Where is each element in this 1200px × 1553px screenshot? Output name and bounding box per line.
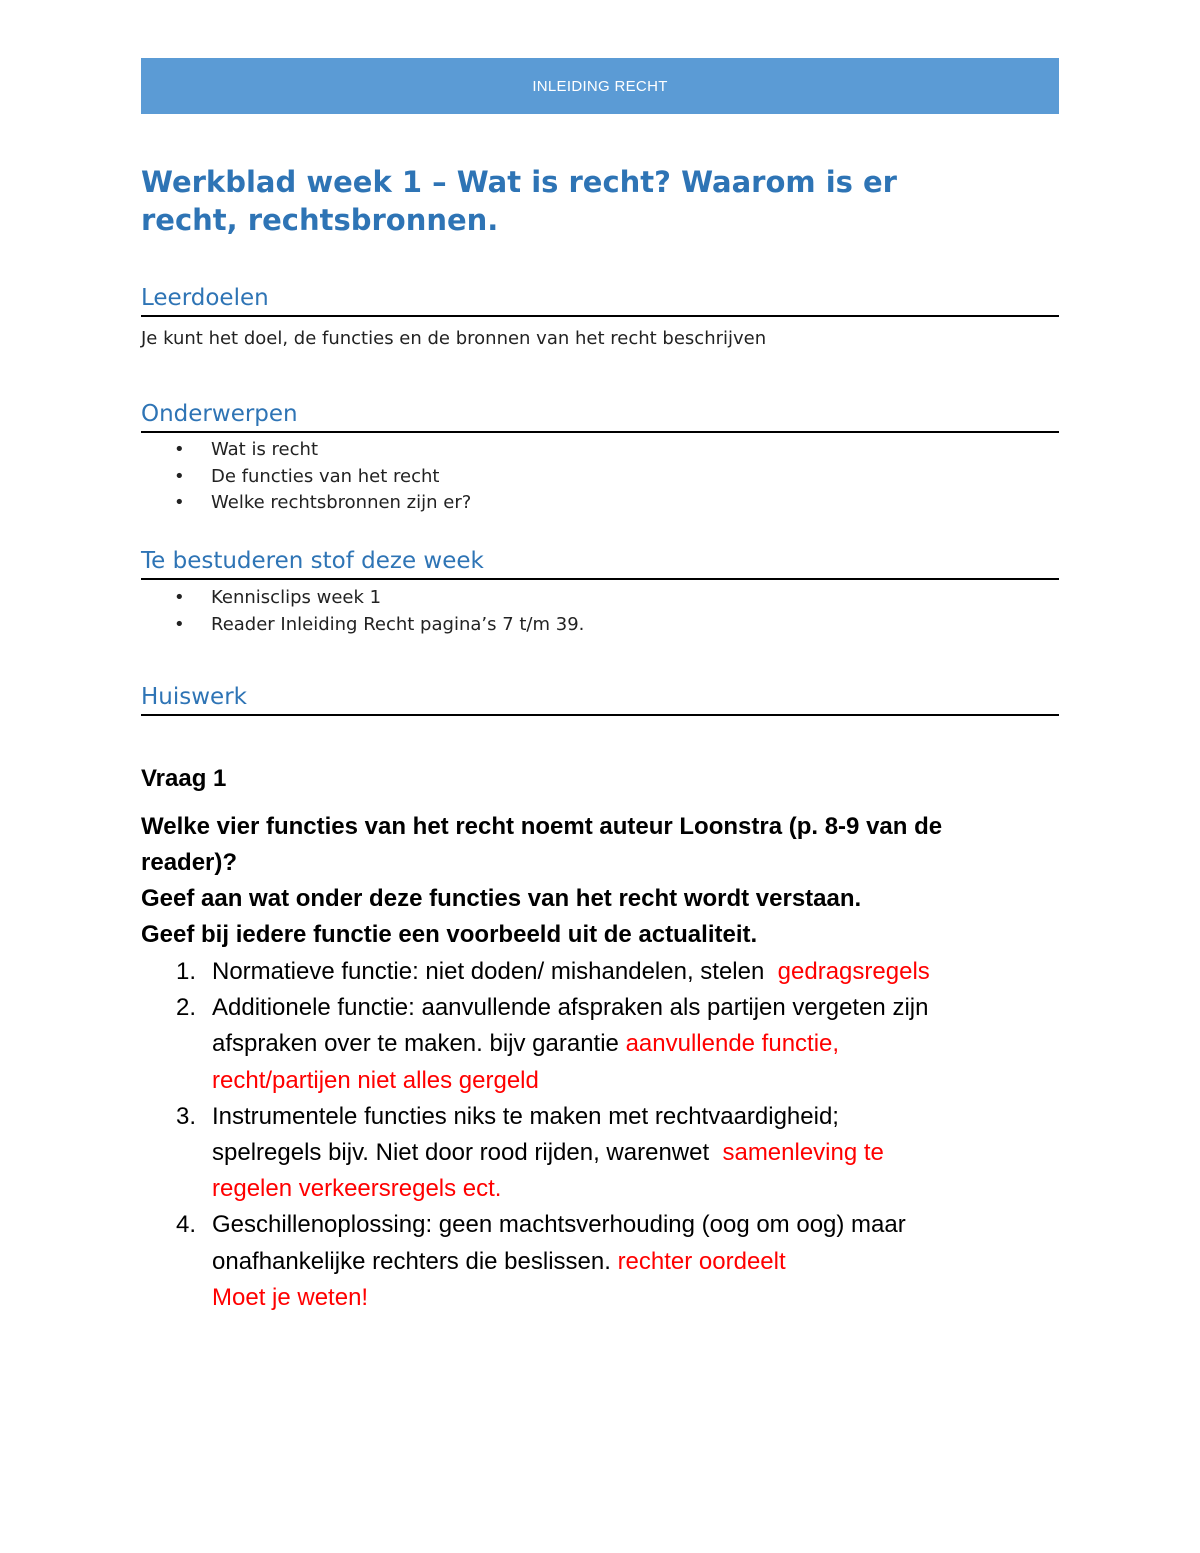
page-title	[141, 163, 1059, 239]
stof-list	[141, 585, 1059, 638]
list-item-text: Welke rechtsbronnen zijn er?	[211, 492, 472, 513]
onderwerpen-list	[141, 437, 1059, 517]
answer-text: spelregels bijv. Niet door rood rijden, warenwet	[212, 1139, 723, 1167]
answer-annotation: recht/partijen niet alles gergeld	[212, 1066, 539, 1094]
answer-annotation: gedragsregels	[777, 958, 930, 985]
question-line-1: Welke vier functies van het recht noemt auteur Loonstra (p. 8-9 van de	[141, 813, 943, 840]
bullet-icon: •	[174, 587, 185, 608]
list-item	[141, 464, 1059, 491]
vraag-label: Vraag 1	[141, 765, 227, 792]
bullet-icon: •	[174, 492, 185, 513]
list-item	[141, 585, 1059, 612]
question-line-4: Geef bij iedere functie een voorbeeld uit de actualiteit.	[141, 921, 758, 948]
list-item-text: Reader Inleiding Recht pagina’s 7 t/m 39.	[211, 613, 585, 635]
answer-annotation: aanvullende functie,	[625, 1030, 840, 1058]
answer-text: Additionele functie: aanvullende afspraken als partijen vergeten zijn	[212, 994, 929, 1022]
section-heading-leerdoelen: Leerdoelen	[141, 283, 1059, 317]
answer-item-3	[141, 1099, 1059, 1208]
answer-annotation: Moet je weten!	[212, 1283, 369, 1311]
question-text	[141, 809, 1059, 953]
answer-number: 1.	[176, 958, 197, 985]
answer-item-4	[141, 1207, 1059, 1316]
answer-item-2	[141, 990, 1059, 1099]
list-item	[141, 612, 1059, 639]
answer-text: Geschillenoplossing: geen machtsverhouding (oog om oog) maar	[212, 1211, 906, 1239]
answer-item-1	[141, 954, 1059, 990]
page-title-line-2: recht, rechtsbronnen.	[141, 203, 499, 237]
section-heading-onderwerpen: Onderwerpen	[141, 399, 1059, 433]
answer-number: 3.	[176, 1102, 197, 1130]
answer-text: afspraken over te maken. bijv garantie	[212, 1030, 626, 1058]
list-item-text: Kennisclips week 1	[211, 587, 382, 608]
page-title-line-1: Werkblad week 1 – Wat is recht? Waarom is er	[141, 165, 897, 199]
bullet-icon: •	[174, 439, 185, 460]
header-title: INLEIDING RECHT	[532, 77, 668, 95]
answer-annotation: rechter oordeelt	[617, 1247, 786, 1275]
list-item-text: Wat is recht	[211, 439, 318, 460]
document-header-band	[141, 58, 1059, 114]
answer-text: Normatieve functie: niet doden/ mishandelen, stelen	[212, 958, 778, 985]
question-line-3: Geef aan wat onder deze functies van het recht wordt verstaan.	[141, 885, 862, 912]
answer-number: 4.	[176, 1211, 197, 1239]
section-heading-huiswerk: Huiswerk	[141, 682, 1059, 716]
answer-annotation: regelen verkeersregels ect.	[212, 1175, 502, 1203]
answer-list	[141, 954, 1059, 1316]
leerdoelen-text: Je kunt het doel, de functies en de bronnen van het recht beschrijven	[141, 328, 767, 349]
answer-text: onafhankelijke rechters die beslissen.	[212, 1247, 618, 1275]
list-item-text: De functies van het recht	[211, 465, 440, 487]
question-line-2: reader)?	[141, 849, 238, 876]
bullet-icon: •	[174, 465, 185, 487]
list-item	[141, 490, 1059, 517]
list-item	[141, 437, 1059, 464]
answer-number: 2.	[176, 994, 197, 1022]
answer-text: Instrumentele functies niks te maken met rechtvaardigheid;	[212, 1102, 839, 1130]
section-heading-stof: Te bestuderen stof deze week	[141, 546, 1059, 580]
answer-annotation: samenleving te	[722, 1139, 884, 1167]
bullet-icon: •	[174, 613, 185, 635]
